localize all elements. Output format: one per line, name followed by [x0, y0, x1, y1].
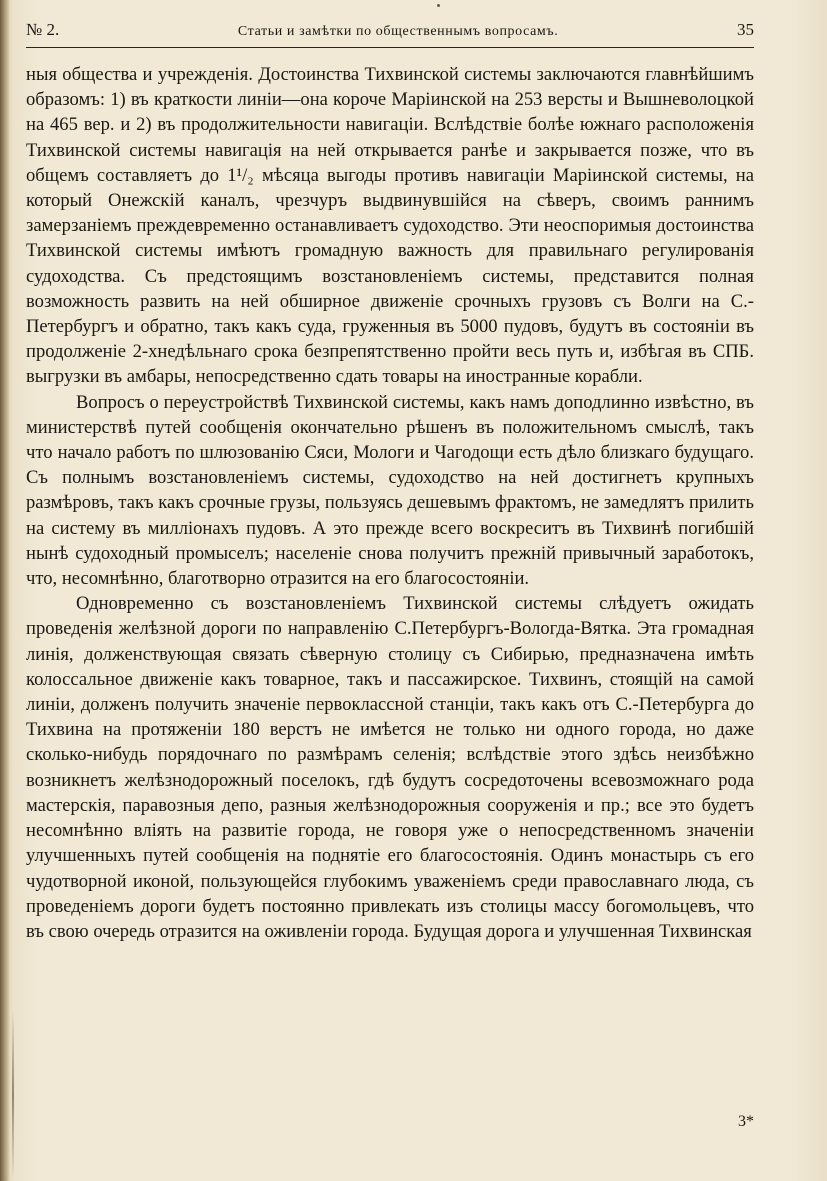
issue-number: № 2. — [26, 20, 60, 39]
paper-speck — [437, 4, 440, 7]
page-number: 35 — [736, 20, 754, 39]
header-rule — [26, 47, 754, 48]
section-title: Статьи и замѣтки по общественнымъ вопросамъ. — [237, 24, 559, 39]
paragraph: Вопросъ о переустройствѣ Тихвинской системы, какъ намъ доподлинно извѣстно, въ министерствѣ путей сообщенія окончательно рѣшенъ въ положительномъ смыслѣ, такъ что начало работъ по шлюзованію Сяси, Мологи и Чагодощи есть дѣло близкаго будущаго. Съ полнымъ возстановленіемъ системы, судоходство на ней достигнетъ крупныхъ размѣровъ, такъ какъ срочные грузы, пользуясь дешевымъ фрактомъ, не замедлятъ прилить на систему въ милліонахъ пудовъ. А это прежде всего воскреситъ въ Тихвинѣ погибшій нынѣ судоходный промыселъ; населеніе снова получитъ прежній привычный заработокъ, что, несомнѣнно, благотворно отразится на его благосостояніи. — [26, 391, 754, 590]
running-header — [26, 20, 754, 44]
paragraph: Одновременно съ возстановленіемъ Тихвинской системы слѣдуетъ ожидать проведенія желѣзной дороги по направленію С.Петербургъ-Вологда-Вятка. Эта громадная линія, долженствующая связать сѣверную столицу съ Сибирью, предназначена имѣть колоссальное движеніе какъ товарное, такъ и пассажирское. Тихвинъ, стоящій на самой линіи, долженъ получить значеніе первоклассной станціи, такъ какъ отъ С.-Петербурга до Тихвина на протяженіи 180 верстъ не имѣется не только ни одного города, но даже сколько-нибудь порядочнаго по размѣрамъ селенія; вслѣдствіе этого здѣсь неизбѣжно возникнетъ желѣзнодорожный поселокъ, гдѣ будутъ сосредоточены всевозможнаго рода мастерскія, паравозныя депо, разныя желѣзнодорожныя сооруженія и пр.; все это будетъ несомнѣнно вліять на развитіе города, не говоря уже о непосредственномъ значеніи улучшенныхъ путей сообщенія на поднятіе его благосостоянія. Одинъ монастырь съ его чудотворной иконой, пользующейся глубокимъ уваженіемъ среди православнаго люда, съ проведеніемъ дороги будетъ постоянно привлекать изъ столицы массу богомольцевъ, что въ свою очередь отразится на оживленіи города. Будущая дорога и улучшенная Тихвинская — [26, 593, 754, 942]
margin-stain — [12, 1010, 14, 1180]
book-spine-shadow — [0, 0, 10, 1181]
printer-signature-mark: 3* — [738, 1113, 754, 1130]
paragraph: ныя общества и учрежденія. Достоинства Тихвинской системы заключаются главнѣйшимъ образомъ: 1) въ краткости линіи—она короче Маріинской на 253 версты и Вышневолоцкой на 465 вер. и 2) въ продолжительности навигаціи. Вслѣдствіе болѣе южнаго расположенія Тихвинской системы навигація на ней открывается ранѣе и закрывается позже, что въ общемъ составляетъ до 1¹/₂ мѣсяца выгоды противъ навигаціи Маріинской системы, на который Онежскій каналъ, чрезчуръ выдвинувшійся на сѣверъ, своимъ раннимъ замерзаніемъ преждевременно останавливаетъ судоходство. Эти неоспоримыя достоинства Тихвинской системы имѣютъ громадную важность для правильнаго регулированія судоходства. Съ предстоящимъ возстановленіемъ системы, представится полная возможность развить на ней обширное движеніе срочныхъ грузовъ съ Волги на С.-Петербургъ и обратно, такъ какъ суда, груженныя въ 5000 пудовъ, будутъ въ состояніи въ продолженіе 2-хнедѣльнаго срока безпрепятственно пройти весь путь и, избѣгая въ СПБ. выгрузки въ амбары, непосредственно сдать товары на иностранные корабли. — [26, 64, 754, 388]
article-body — [26, 62, 754, 944]
